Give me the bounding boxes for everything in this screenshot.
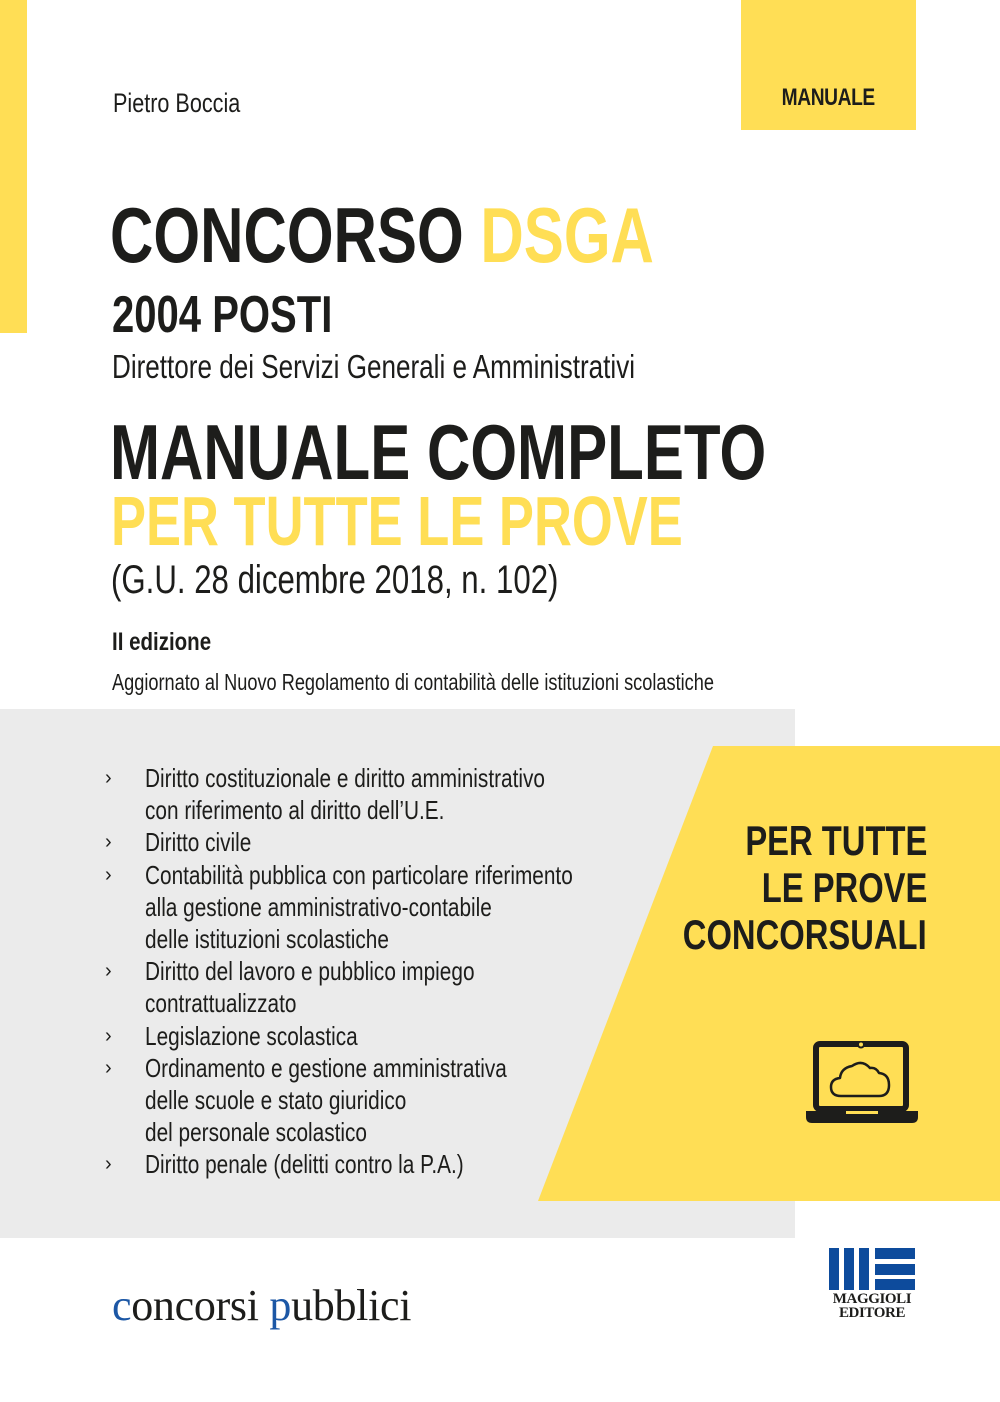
promo-line: LE PROVE [761, 864, 927, 911]
chevron-right-icon: › [105, 960, 112, 983]
promo-line: PER TUTTE [744, 817, 927, 864]
topic-item [105, 762, 680, 826]
gazette-reference [111, 560, 685, 600]
category-tab [741, 0, 916, 130]
promo-line: CONCORSUALI [683, 911, 927, 958]
update-note [112, 671, 874, 694]
topic-text [145, 762, 545, 826]
chevron-right-icon: › [105, 1024, 112, 1047]
chevron-right-icon: › [105, 1153, 112, 1176]
topic-line: delle scuole e stato giuridico [145, 1085, 407, 1116]
manual-title [110, 408, 962, 496]
series-accent-p: p [269, 1281, 292, 1330]
left-accent-stripe [0, 0, 27, 333]
chevron-right-icon: › [105, 1056, 112, 1079]
posts-text: 2004 POSTI [112, 286, 333, 344]
manual-title-text: MANUALE COMPLETO [110, 408, 767, 496]
subtitle [112, 350, 774, 383]
topic-line: delle istituzioni scolastiche [145, 924, 389, 955]
publisher-name: MAGGIOLI [832, 1291, 912, 1307]
topic-item [105, 955, 680, 1019]
title-part1: CONCORSO [110, 191, 464, 279]
topic-text [145, 859, 573, 956]
topic-line: Diritto del lavoro e pubblico impiego [145, 956, 475, 987]
topic-item [105, 1020, 680, 1052]
topic-line: Contabilità pubblica con particolare riferimento [145, 859, 573, 890]
topic-text [145, 826, 251, 858]
topic-text [145, 1020, 358, 1052]
laptop-cloud-icon [804, 1041, 920, 1125]
posts-count [112, 286, 398, 344]
publisher-logo [829, 1248, 919, 1328]
topic-line: Diritto civile [145, 827, 252, 858]
edition-text: II edizione [112, 628, 212, 656]
manual-highlight-text: PER TUTTE LE PROVE [111, 482, 683, 560]
topic-line: Ordinamento e gestione amministrativa [145, 1052, 507, 1083]
manual-highlight [111, 482, 873, 560]
topic-text [145, 955, 475, 1019]
topic-item [105, 859, 680, 956]
series-accent-c: c [112, 1281, 132, 1330]
publisher-imprint: EDITORE [838, 1305, 906, 1321]
topic-line: Diritto penale (delitti contro la P.A.) [145, 1149, 464, 1180]
topic-line: alla gestione amministrativo-contabile [145, 891, 492, 922]
topic-text [145, 1052, 507, 1149]
series-text-2: ubblici [291, 1281, 412, 1330]
chevron-right-icon: › [105, 831, 112, 854]
topic-line: Legislazione scolastica [145, 1020, 358, 1051]
update-note-text: Aggiornato al Nuovo Regolamento di contabilità delle istituzioni scolastiche [112, 669, 714, 695]
topic-line: con riferimento al diritto dell’U.E. [145, 795, 445, 826]
category-label: MANUALE [781, 84, 876, 111]
gazette-reference-text: (G.U. 28 dicembre 2018, n. 102) [111, 558, 559, 602]
series-text-1: oncorsi [131, 1281, 270, 1330]
promo-text [614, 817, 927, 958]
topic-line: Diritto costituzionale e diritto amministrativo [145, 763, 545, 793]
author-name [113, 88, 272, 119]
chevron-right-icon: › [105, 863, 112, 886]
main-title [110, 191, 816, 279]
edition-label [112, 630, 233, 655]
chevron-right-icon: › [105, 767, 112, 789]
topic-line: contrattualizzato [145, 988, 297, 1019]
subtitle-text: Direttore dei Servizi Generali e Amministrativi [112, 348, 636, 385]
publisher-mark-icon [829, 1248, 915, 1290]
author-text: Pietro Boccia [113, 88, 241, 118]
topic-text [145, 1148, 464, 1180]
topic-line: del personale scolastico [145, 1117, 367, 1148]
series-name [112, 1281, 412, 1330]
title-highlight: DSGA [480, 191, 654, 279]
topic-item [105, 826, 680, 858]
